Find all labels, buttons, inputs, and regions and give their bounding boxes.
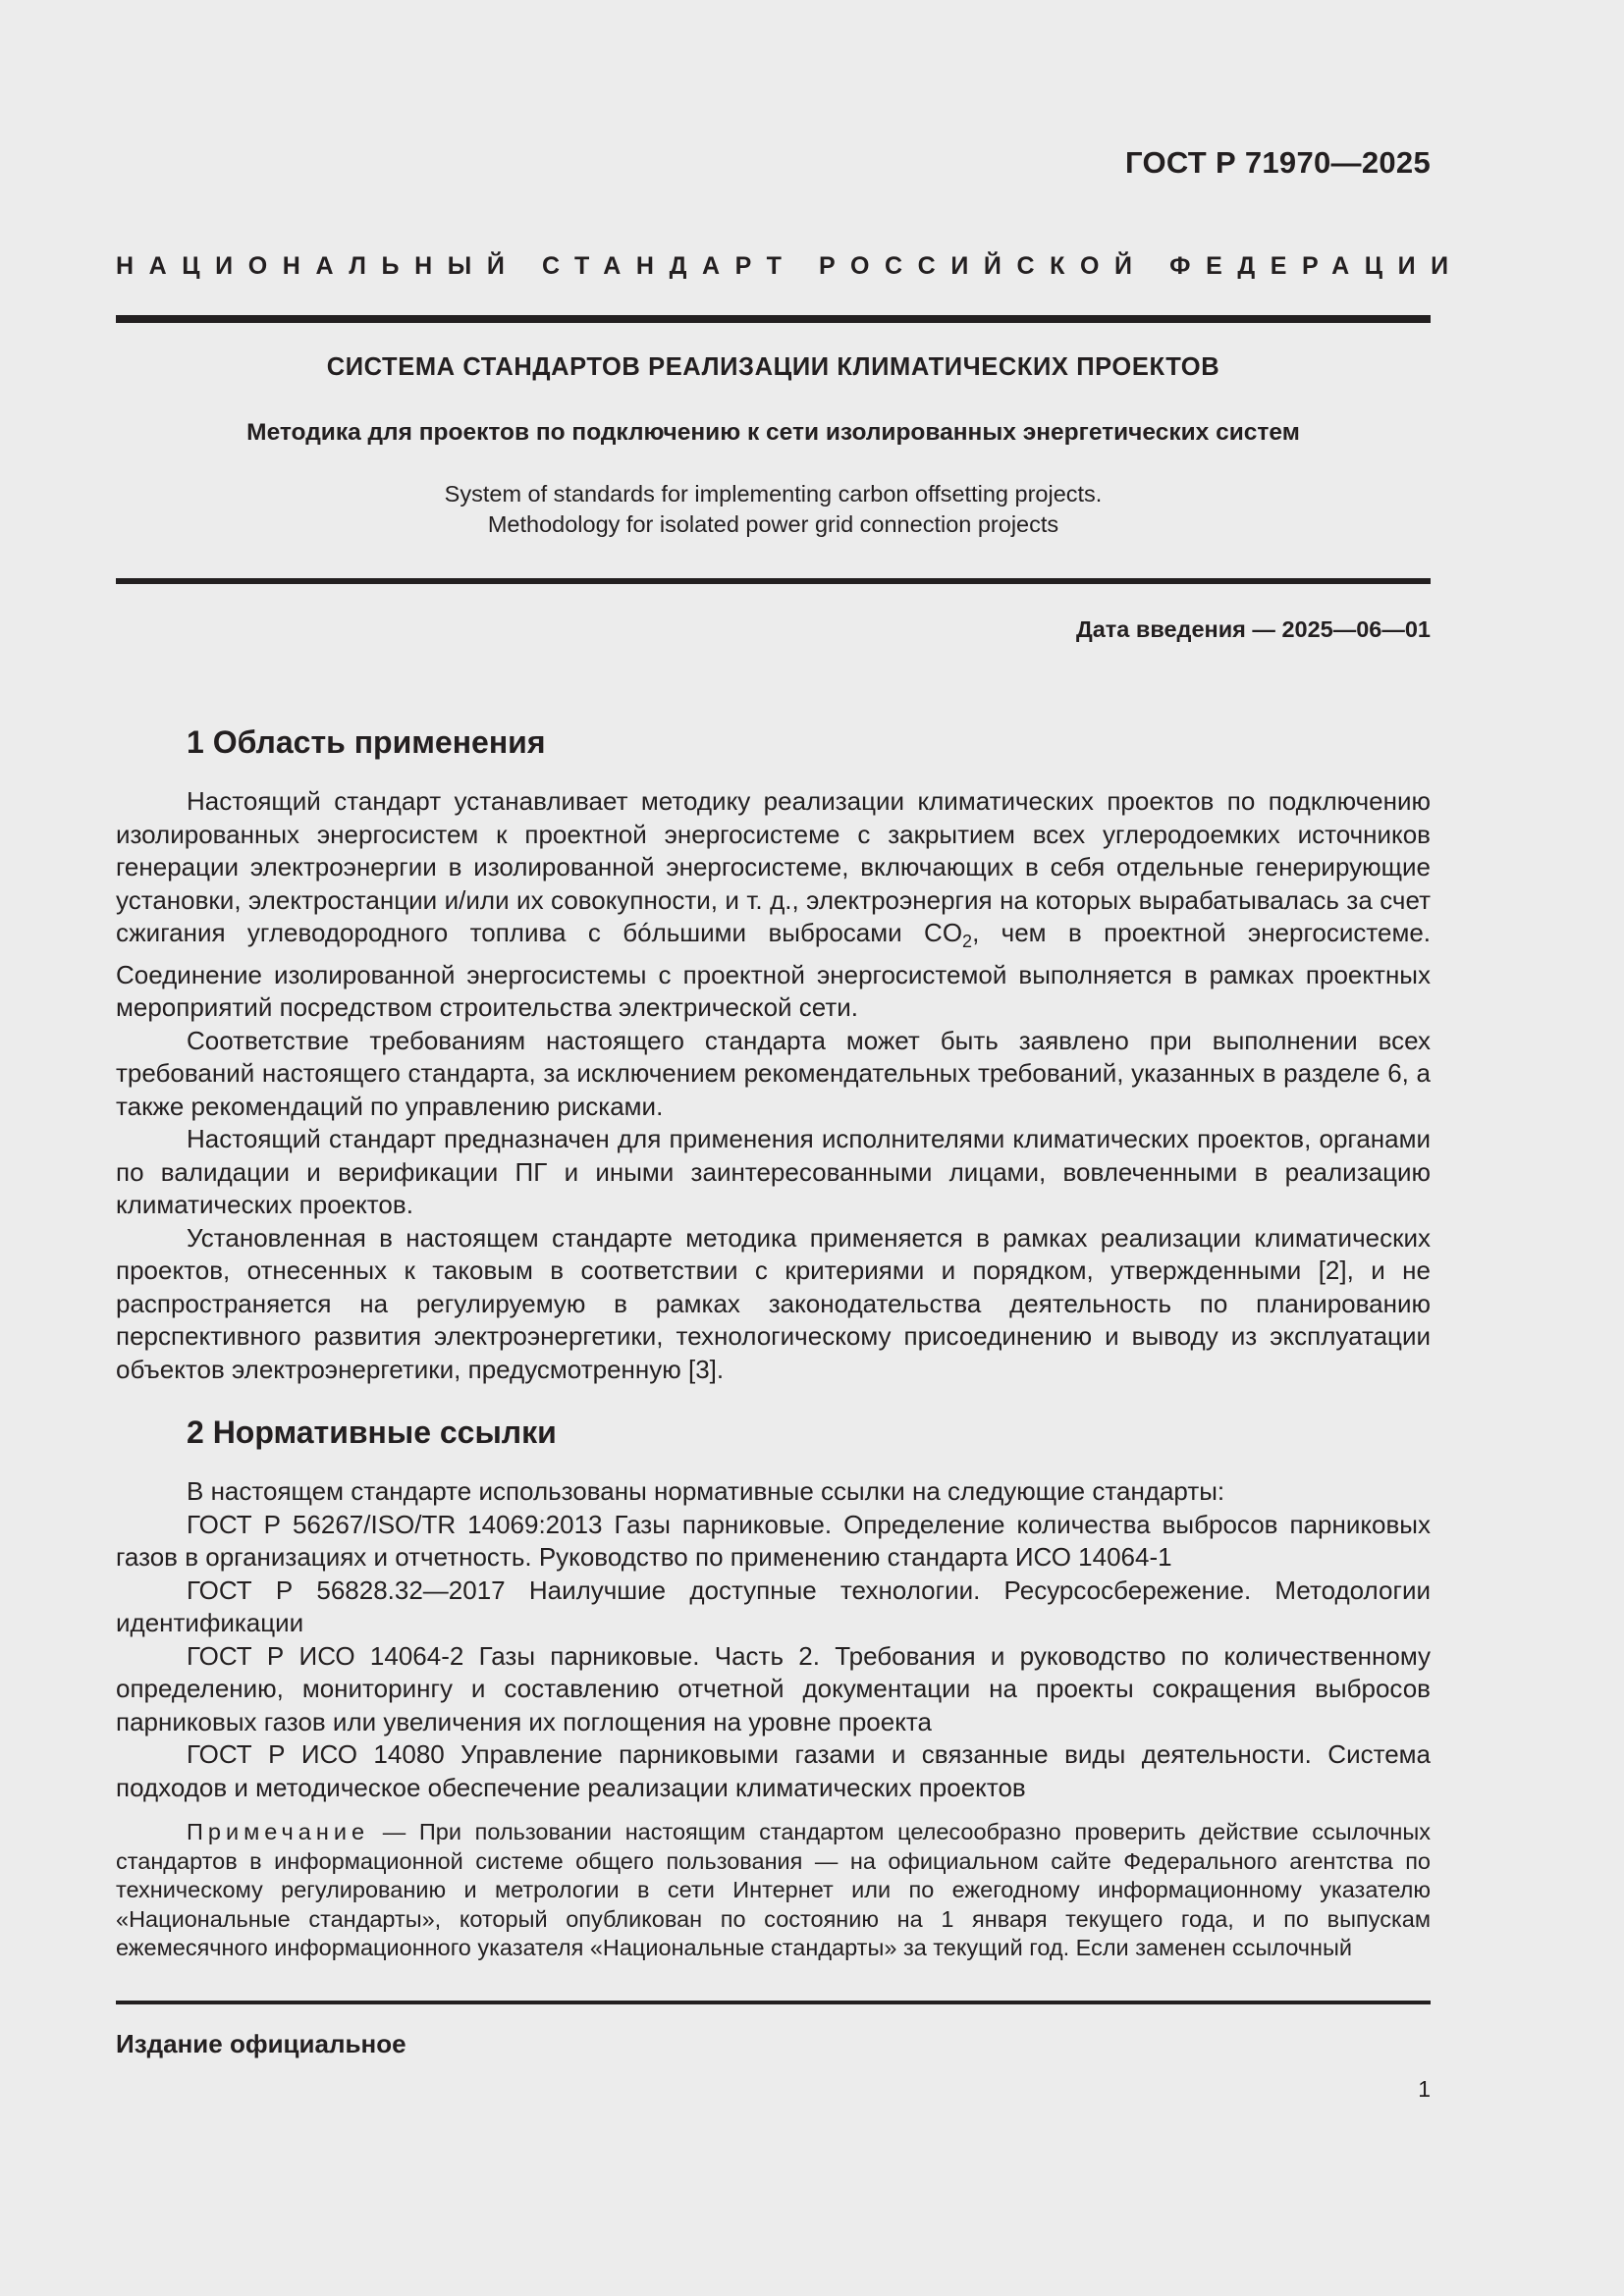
note-text: — При пользовании настоящим стандартом целесообразно проверить действие ссылочных стандартов в информационной системе общего пользования — на официальном сайте Федерального агентства по техническому регулированию и метрологии в сети Интернет или по ежегодному информационному указателю «Национальные стандарты», который опубликован по состоянию на 1 января текущего года, и по выпускам ежемесячного информационного указателя «Национальные стандарты» за текущий год. Если заменен ссылочный — [116, 1819, 1431, 1960]
footer-divider — [116, 2001, 1431, 2004]
section-2-paragraph: В настоящем стандарте использованы нормативные ссылки на следующие стандарты: — [187, 1476, 1225, 1506]
official-edition-label: Издание официальное — [116, 2029, 406, 2058]
introduction-date: Дата введения — 2025—06—01 — [1075, 616, 1431, 642]
section-1-paragraph: Настоящий стандарт устанавливает методику реализации климатических проектов по подключению изолированных энергосистем к проектной энергосистеме с закрытием всех углеродоемких источников генерации электроэнергии в изолированной энергосистеме, включающих в себя отдельные генерирующие установки, электростанции и/или их совокупности, и т. д., электроэнергия на которых вырабатывалась за счет сжигания углеводородного топлива с бóльшими выбросами $CO_2$, чем в проектной энергосистеме. Соединение изолированной энергосистемы с проектной энергосистемой выполняется в рамках проектных мероприятий посредством строительства электрической сети. — [116, 786, 1432, 1023]
normative-reference: ГОСТ Р 56267/ISO/TR 14069:2013 Газы парниковые. Определение количества выбросов парниковых газов в организациях и отчетность. Руководство по применению стандарта ИСО 14064-1 — [116, 1509, 1431, 1572]
normative-reference: ГОСТ Р 56828.32—2017 Наилучшие доступные технологии. Ресурсосбережение. Методологии идентификации — [116, 1575, 1431, 1637]
note-paragraph — [116, 1818, 1431, 1963]
section-2-heading: 2 Нормативные ссылки — [187, 1415, 557, 1450]
section-2-body — [116, 1475, 1431, 1804]
title-divider — [116, 578, 1431, 584]
note-label: Примечание — [187, 1819, 370, 1844]
system-title: СИСТЕМА СТАНДАРТОВ РЕАЛИЗАЦИИ КЛИМАТИЧЕСКИХ ПРОЕКТОВ — [326, 353, 1220, 381]
top-divider — [116, 315, 1431, 323]
method-title: Методика для проектов по подключению к сети изолированных энергетических систем — [246, 419, 1300, 446]
page-number: 1 — [1418, 2076, 1431, 2102]
normative-reference: ГОСТ Р ИСО 14080 Управление парниковыми газами и связанные виды деятельности. Система подходов и методическое обеспечение реализации климатических проектов — [116, 1739, 1431, 1802]
note-block — [116, 1818, 1431, 1963]
section-1-heading: 1 Область применения — [187, 724, 546, 760]
section-1-paragraph: Установленная в настоящем стандарте методика применяется в рамках реализации климатических проектов, отнесенных к таковым в соответствии с критериями и порядком, утвержденными [2], и не распространяется на регулируемую в рамках законодательства деятельность по планированию перспективного развития электроэнергетики, технологическому присоединению и выводу из эксплуатации объектов электроэнергетики, предусмотренную [3]. — [116, 1222, 1431, 1384]
document-number: ГОСТ Р 71970—2025 — [1125, 145, 1431, 180]
national-standard-banner: НАЦИОНАЛЬНЫЙ СТАНДАРТ РОССИЙСКОЙ ФЕДЕРАЦИИ — [116, 252, 1464, 280]
section-1-paragraph: Настоящий стандарт предназначен для применения исполнителями климатических проектов, органами по валидации и верификации ПГ и иными заинтересованными лицами, вовлеченными в реализацию климатических проектов. — [116, 1124, 1431, 1220]
section-1-body — [116, 785, 1431, 1386]
english-title — [116, 479, 1431, 540]
section-1-paragraph: Соответствие требованиям настоящего стандарта может быть заявлено при выполнении всех требований настоящего стандарта, за исключением рекомендательных требований, указанных в разделе 6, а также рекомендаций по управлению рисками. — [116, 1025, 1431, 1121]
english-title-line-2: Methodology for isolated power grid connection projects — [487, 511, 1059, 537]
normative-reference: ГОСТ Р ИСО 14064-2 Газы парниковые. Часть 2. Требования и руководство по количественному определению, мониторингу и составлению отчетной документации на проекты сокращения выбросов парниковых газов или увеличения их поглощения на уровне проекта — [116, 1640, 1431, 1736]
english-title-line-1: System of standards for implementing carbon offsetting projects. — [444, 481, 1103, 507]
